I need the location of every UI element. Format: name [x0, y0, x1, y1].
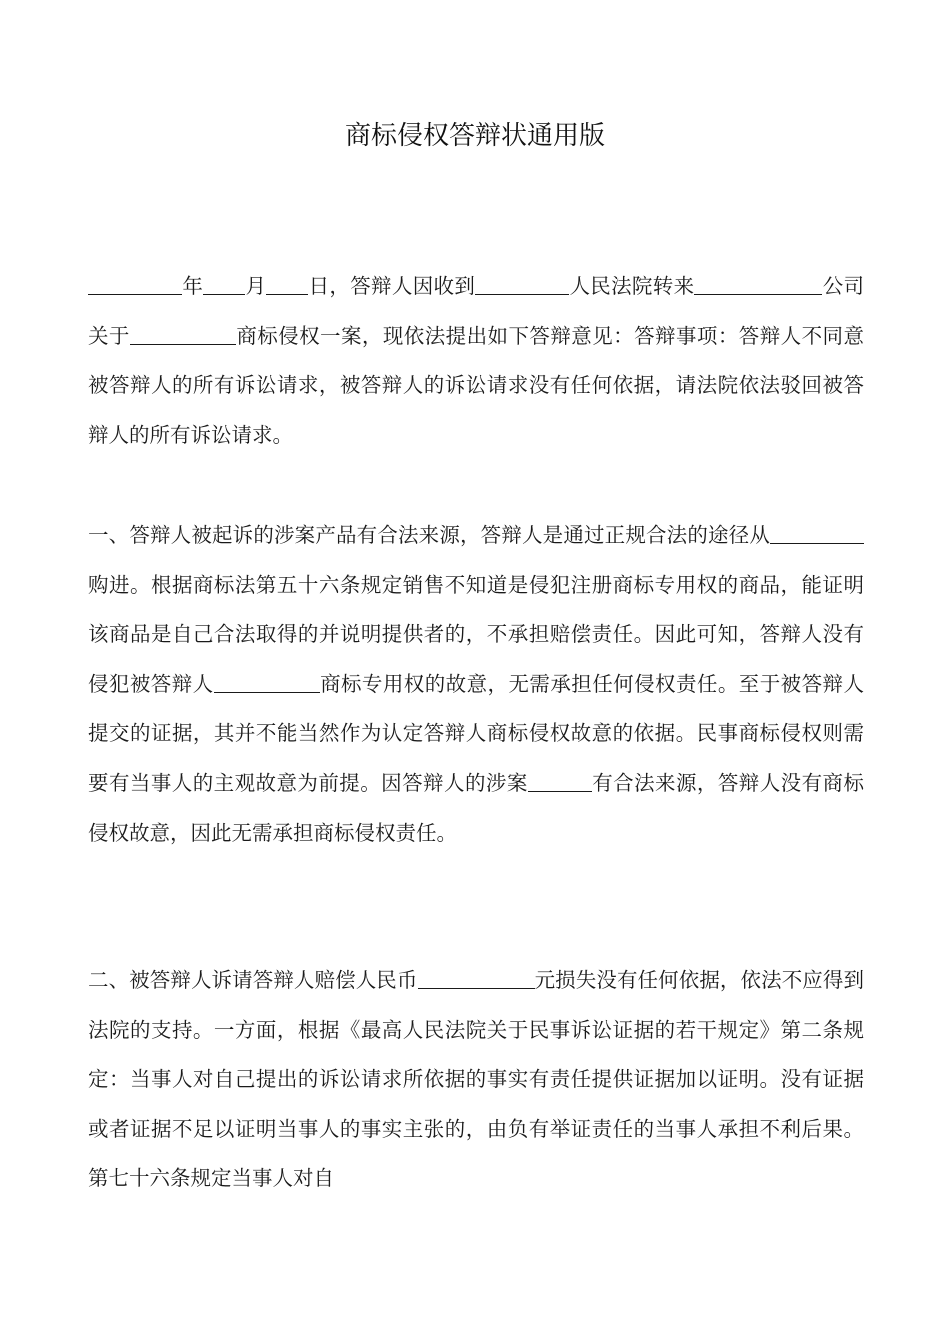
paragraph-text: 日，答辩人因收到	[308, 274, 476, 298]
fill-in-blank	[528, 770, 592, 793]
fill-in-blank	[800, 273, 822, 296]
paragraph-text: 人民法院转来	[569, 274, 695, 298]
paragraph-text: 购进。根据商标法第五十六条规定销售不知道是侵犯注册商标专用权的商品，能证明该商品是自己合法取得的并说明提供者的，不承担赔偿责任。因此可知，答辩人没有侵犯被答辩人	[88, 572, 864, 696]
paragraph-point-one	[88, 511, 864, 858]
fill-in-blank	[475, 273, 569, 296]
paragraph-text: 年	[182, 274, 204, 298]
paragraph-text: 一、答辩人被起诉的涉案产品有合法来源，答辩人是通过正规合法的途径从	[88, 523, 770, 547]
paragraph-point-two	[88, 956, 864, 1204]
paragraph-intro	[88, 262, 864, 460]
paragraph-text: 有合法来源，答辩人没有商标侵权故意，因此无需承担商标侵权责任。	[88, 770, 865, 845]
fill-in-blank	[694, 273, 800, 296]
fill-in-blank	[88, 273, 182, 296]
paragraph-text: 二、被答辩人诉请答辩人赔偿人民币	[88, 968, 418, 992]
paragraph-text: 公司关于	[88, 274, 865, 348]
fill-in-blank	[418, 967, 535, 990]
fill-in-blank	[130, 323, 236, 346]
paragraph-text: 元损失没有任何依据，依法不应得到法院的支持。一方面，根据《最高人民法院关于民事诉讼证据的若干规定》第二条规定：当事人对自己提出的诉讼请求所依据的事实有责任提供证据加以证明。没有证据或者证据不足以证明当事人的事实主张的，由负有举证责任的当事人承担不利后果。第七十六条规定当事人对自	[88, 968, 864, 1191]
document-title: 商标侵权答辩状通用版	[344, 121, 605, 151]
fill-in-blank	[266, 273, 308, 296]
paragraph-text: 月	[245, 274, 267, 298]
paragraph-text: 商标专用权的故意，无需承担任何侵权责任。至于被答辩人提交的证据，其并不能当然作为认定答辩人商标侵权故意的依据。民事商标侵权则需要有当事人的主观故意为前提。因答辩人的涉案	[88, 671, 864, 795]
paragraph-text: 商标侵权一案，现依法提出如下答辩意见：答辩事项：答辩人不同意被答辩人的所有诉讼请求，被答辩人的诉讼请求没有任何依据，请法院依法驳回被答辩人的所有诉讼请求。	[88, 323, 864, 447]
fill-in-blank	[770, 522, 864, 545]
fill-in-blank	[214, 671, 320, 694]
fill-in-blank	[203, 273, 245, 296]
